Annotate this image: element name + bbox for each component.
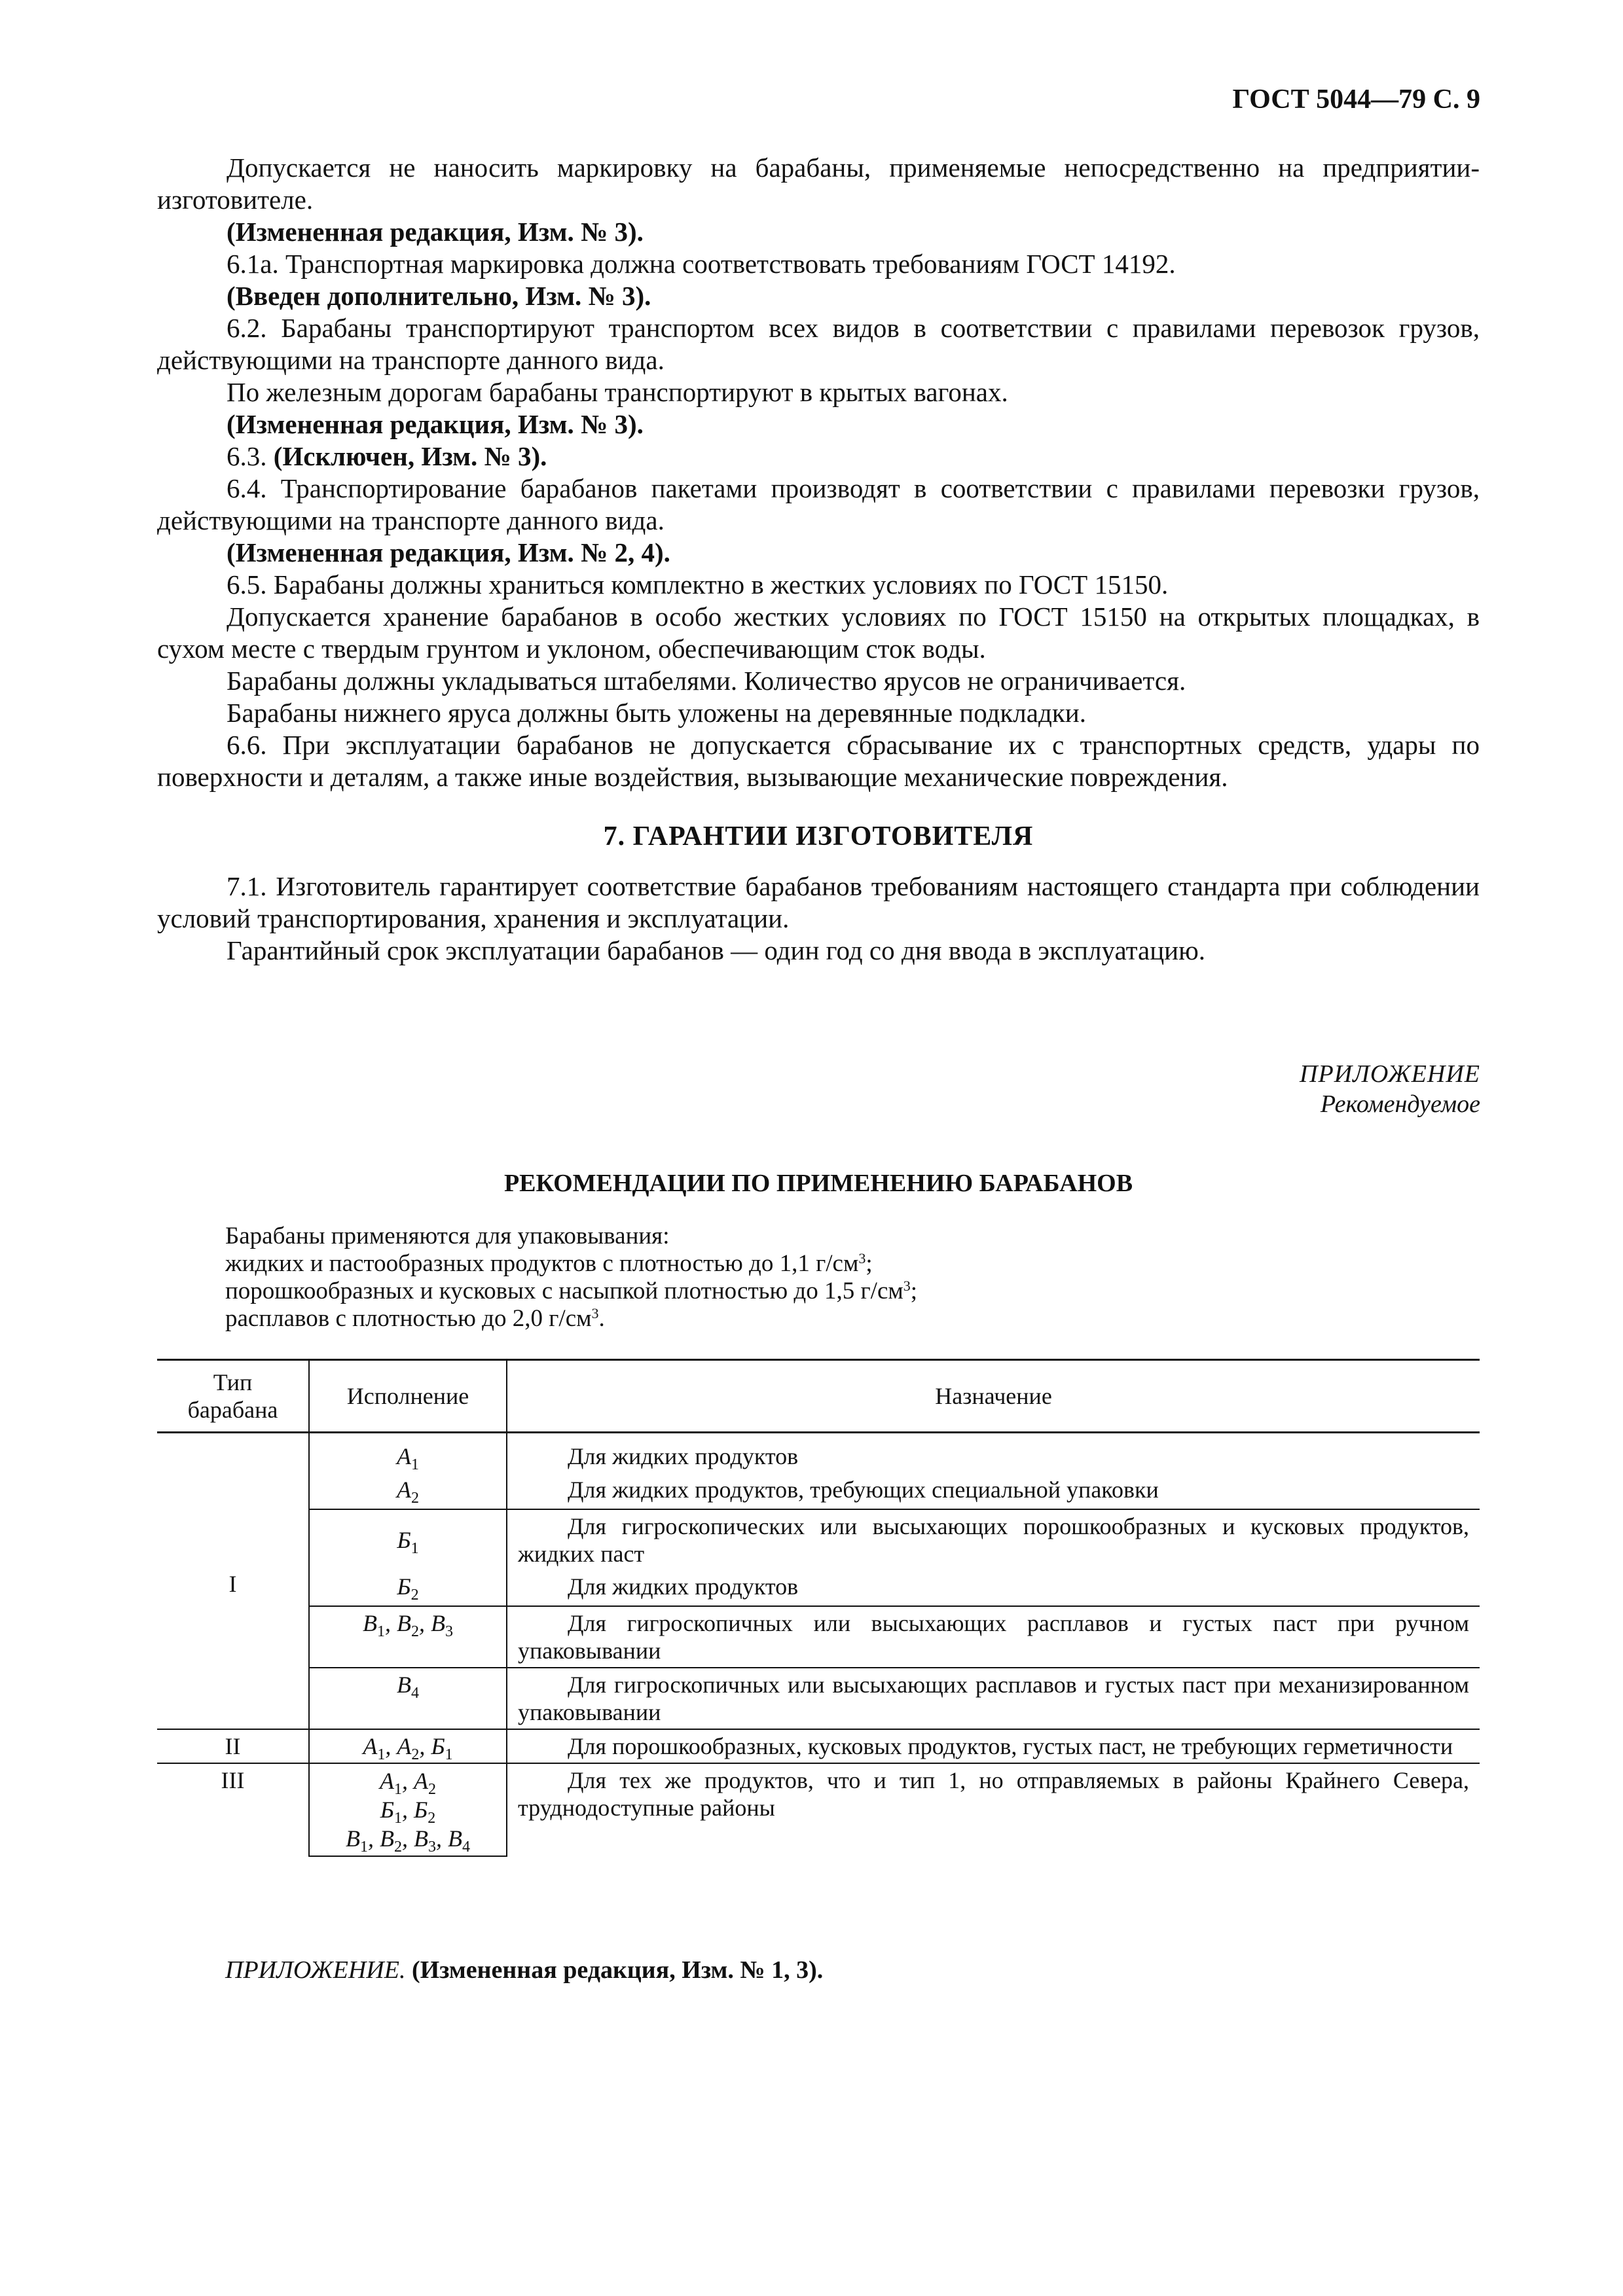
purpose-cell: Для жидких продуктов (507, 1570, 1480, 1606)
version-cell: $А_1$ (309, 1433, 507, 1473)
drum-application-table (157, 1359, 1480, 1857)
purpose-cell: Для жидких продуктов (507, 1433, 1480, 1473)
amendment-note: (Измененная редакция, Изм. № 2, 4). (227, 537, 670, 567)
paragraph: 6.2. Барабаны транспортируют транспортом всех видов в соответствии с правилами перевозок грузов, действующими на транспорте данного вида. (157, 313, 1480, 375)
paragraph: 6.6. При эксплуатации барабанов не допускается сбрасывание их с транспортных средств, удары по поверхности и деталям, а также иные воздействия, вызывающие механические повреждения. (157, 730, 1480, 792)
table-row (157, 1570, 1480, 1606)
version-cell: $А_2$ (309, 1473, 507, 1509)
version-cell: $В_1$, $В_2$, $В_3$ (309, 1606, 507, 1668)
paragraph: 6.4. Транспортирование барабанов пакетами производят в соответствии с правилами перевозки грузов, действующими на транспорте данного вида. (157, 473, 1480, 535)
paragraph: Допускается хранение барабанов в особо жестких условиях по ГОСТ 15150 на открытых площадках, в сухом месте с твердым грунтом и уклоном, обеспечивающим сток воды. (157, 601, 1480, 664)
purpose-cell: Для жидких продуктов, требующих специальной упаковки (507, 1473, 1480, 1509)
section-7-text (157, 870, 1480, 967)
version-cell: $А_1$, $А_2$ $Б_1$, $Б_2$ $В_1$, $В_2$, $В_3$, $В_4$ (309, 1763, 507, 1856)
amendment-note: (Измененная редакция, Изм. № 3). (227, 217, 644, 247)
paragraph: 7.1. Изготовитель гарантирует соответствие барабанов требованиям настоящего стандарта при соблюдении условий транспортирования, хранения и эксплуатации. (157, 871, 1480, 933)
appendix-footnote (225, 1956, 823, 1984)
header-type: Тип барабана (157, 1360, 309, 1433)
paragraph: Барабаны нижнего яруса должны быть уложены на деревянные подкладки. (227, 698, 1086, 728)
footnote-text: (Измененная редакция, Изм. № 1, 3). (411, 1956, 824, 1984)
version-cell: $Б_2$ (309, 1570, 507, 1606)
table-row (157, 1668, 1480, 1729)
intro-line: жидких и пастообразных продуктов с плотностью до 1,1 $г/см^3$; (225, 1250, 873, 1277)
header-version: Исполнение (309, 1360, 507, 1433)
appendix-title: РЕКОМЕНДАЦИИ ПО ПРИМЕНЕНИЮ БАРАБАНОВ (503, 1170, 1133, 1197)
table-header-row (157, 1360, 1480, 1433)
paragraph: 6.5. Барабаны должны храниться комплектно в жестких условиях по ГОСТ 15150. (227, 569, 1169, 600)
clause-number: 6.3. (227, 441, 267, 471)
appendix-label (1300, 1059, 1480, 1119)
purpose-cell: Для порошкообразных, кусковых продуктов, густых паст, не требующих герметичности (507, 1729, 1480, 1763)
appendix-name: ПРИЛОЖЕНИЕ (1300, 1060, 1480, 1088)
footnote-label: ПРИЛОЖЕНИЕ. (225, 1956, 406, 1984)
table-row (157, 1509, 1480, 1570)
type-cell: II (157, 1729, 309, 1763)
table-row (157, 1763, 1480, 1856)
paragraph: 6.1а. Транспортная маркировка должна соответствовать требованиям ГОСТ 14192. (227, 249, 1176, 279)
main-text (157, 152, 1480, 793)
intro-line: Барабаны применяются для упаковывания: (225, 1223, 670, 1249)
table-row (157, 1606, 1480, 1668)
table-row (157, 1433, 1480, 1473)
paragraph: Барабаны должны укладываться штабелями. Количество ярусов не ограничивается. (227, 666, 1186, 696)
paragraph: По железным дорогам барабаны транспортируют в крытых вагонах. (227, 377, 1008, 407)
type-cell: I (228, 1571, 237, 1598)
appendix-status: Рекомендуемое (1320, 1090, 1480, 1118)
purpose-cell: Для гигроскопичных или высыхающих расплавов и густых паст при ручном упаковывании (507, 1606, 1480, 1668)
type-cell: III (157, 1763, 309, 1856)
paragraph: Допускается не наносить маркировку на барабаны, применяемые непосредственно на предприятии-изготовителе. (157, 152, 1480, 215)
table-row (157, 1729, 1480, 1763)
amendment-note: (Измененная редакция, Изм. № 3). (227, 409, 644, 439)
amendment-note: (Исключен, Изм. № 3). (273, 441, 547, 471)
header-purpose: Назначение (507, 1360, 1480, 1433)
version-cell: $А_1$, $А_2$, $Б_1$ (309, 1729, 507, 1763)
amendment-note: (Введен дополнительно, Изм. № 3). (227, 281, 651, 311)
version-cell: $Б_1$ (309, 1509, 507, 1570)
paragraph: Гарантийный срок эксплуатации барабанов — один год со дня ввода в эксплуатацию. (227, 935, 1205, 965)
purpose-cell: Для гигроскопичных или высыхающих расплавов и густых паст при механизированном упаковывании (507, 1668, 1480, 1729)
purpose-cell: Для гигроскопических или высыхающих порошкообразных и кусковых продуктов, жидких паст (507, 1509, 1480, 1570)
paragraph (157, 440, 1480, 473)
version-cell: $В_4$ (309, 1668, 507, 1729)
intro-line: расплавов с плотностью до 2,0 $г/см^3$. (225, 1305, 605, 1332)
appendix-intro (225, 1223, 1469, 1333)
section-title: 7. ГАРАНТИИ ИЗГОТОВИТЕЛЯ (603, 821, 1034, 852)
page-header: ГОСТ 5044—79 С. 9 (1232, 84, 1480, 115)
intro-line: порошкообразных и кусковых с насыпкой плотностью до 1,5 $г/см^3$; (225, 1278, 918, 1304)
purpose-cell: Для тех же продуктов, что и тип 1, но отправляемых в районы Крайнего Севера, труднодоступные районы (507, 1763, 1480, 1856)
table-row (157, 1473, 1480, 1509)
